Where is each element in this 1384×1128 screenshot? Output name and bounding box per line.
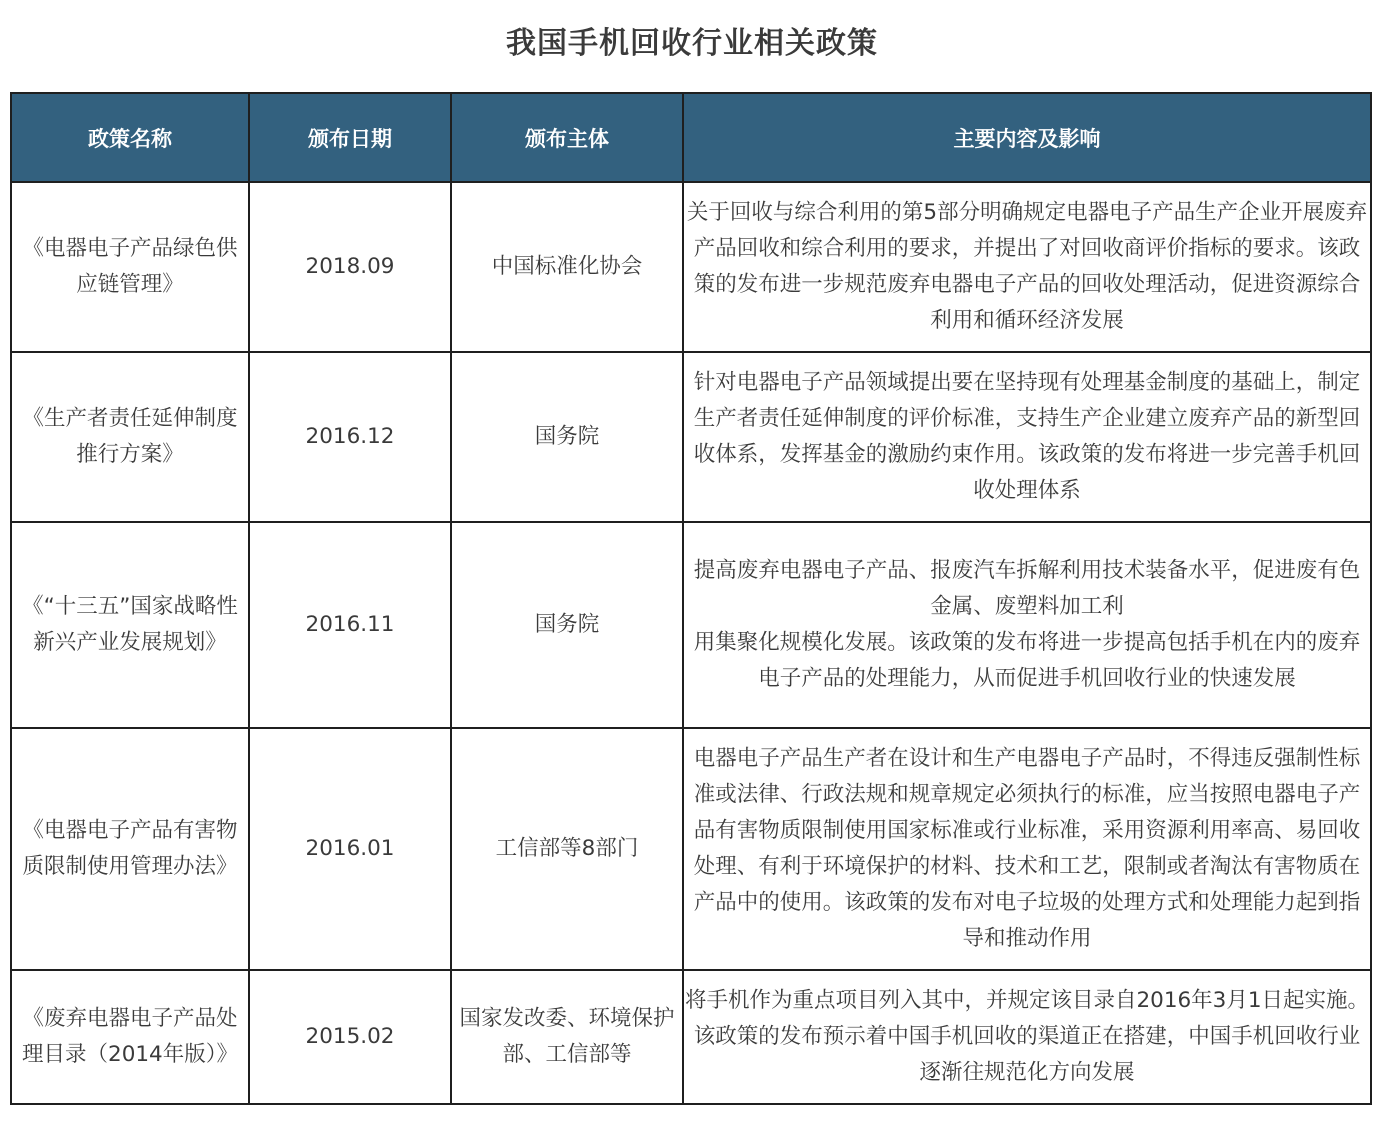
policy-name-cell: 《电器电子产品有害物质限制使用管理办法》 xyxy=(11,728,249,970)
content-cell: 将手机作为重点项目列入其中，并规定该目录自2016年3月1日起实施。该政策的发布预示着中国手机回收的渠道正在搭建，中国手机回收行业逐渐往规范化方向发展 xyxy=(683,970,1371,1104)
content-cell: 电器电子产品生产者在设计和生产电器电子产品时，不得违反强制性标准或法律、行政法规和规章规定必须执行的标准，应当按照电器电子产品有害物质限制使用国家标准或行业标准，采用资源利用率高、易回收处理、有利于环境保护的材料、技术和工艺，限制或者淘汰有害物质在产品中的使用。该政策的发布对电子垃圾的处理方式和处理能力起到指导和推动作用 xyxy=(683,728,1371,970)
table-header-row xyxy=(11,93,1371,182)
table-row xyxy=(11,352,1371,522)
policy-table xyxy=(10,92,1372,1105)
content-cell: 针对电器电子产品领域提出要在坚持现有处理基金制度的基础上，制定生产者责任延伸制度的评价标准，支持生产企业建立废弃产品的新型回收体系，发挥基金的激励约束作用。该政策的发布将进一步完善手机回收处理体系 xyxy=(683,352,1371,522)
table-row xyxy=(11,522,1371,728)
header-issuer: 颁布主体 xyxy=(451,93,683,182)
issuer-cell: 中国标准化协会 xyxy=(451,182,683,352)
policy-name-cell: 《“十三五”国家战略性新兴产业发展规划》 xyxy=(11,522,249,728)
issuer-cell: 国务院 xyxy=(451,522,683,728)
policy-name-cell: 《生产者责任延伸制度推行方案》 xyxy=(11,352,249,522)
issuer-cell: 工信部等8部门 xyxy=(451,728,683,970)
header-issue-date: 颁布日期 xyxy=(249,93,451,182)
header-policy-name: 政策名称 xyxy=(11,93,249,182)
issue-date-cell: 2016.12 xyxy=(249,352,451,522)
issuer-cell: 国家发改委、环境保护部、工信部等 xyxy=(451,970,683,1104)
policy-name-cell: 《废弃电器电子产品处理目录（2014年版）》 xyxy=(11,970,249,1104)
table-row xyxy=(11,970,1371,1104)
table-row xyxy=(11,728,1371,970)
content-cell: 关于回收与综合利用的第5部分明确规定电器电子产品生产企业开展废弃产品回收和综合利用的要求，并提出了对回收商评价指标的要求。该政策的发布进一步规范废弃电器电子产品的回收处理活动，促进资源综合利用和循环经济发展 xyxy=(683,182,1371,352)
issuer-cell: 国务院 xyxy=(451,352,683,522)
page-title: 我国手机回收行业相关政策 xyxy=(506,26,878,61)
issue-date-cell: 2016.01 xyxy=(249,728,451,970)
issue-date-cell: 2018.09 xyxy=(249,182,451,352)
header-content: 主要内容及影响 xyxy=(683,93,1371,182)
issue-date-cell: 2015.02 xyxy=(249,970,451,1104)
issue-date-cell: 2016.11 xyxy=(249,522,451,728)
table-row xyxy=(11,182,1371,352)
content-cell: 提高废弃电器电子产品、报废汽车拆解利用技术装备水平，促进废有色金属、废塑料加工利 用集聚化规模化发展。该政策的发布将进一步提高包括手机在内的废弃电子产品的处理能力，从而促进手机回收行业的快速发展 xyxy=(683,522,1371,728)
policy-name-cell: 《电器电子产品绿色供应链管理》 xyxy=(11,182,249,352)
